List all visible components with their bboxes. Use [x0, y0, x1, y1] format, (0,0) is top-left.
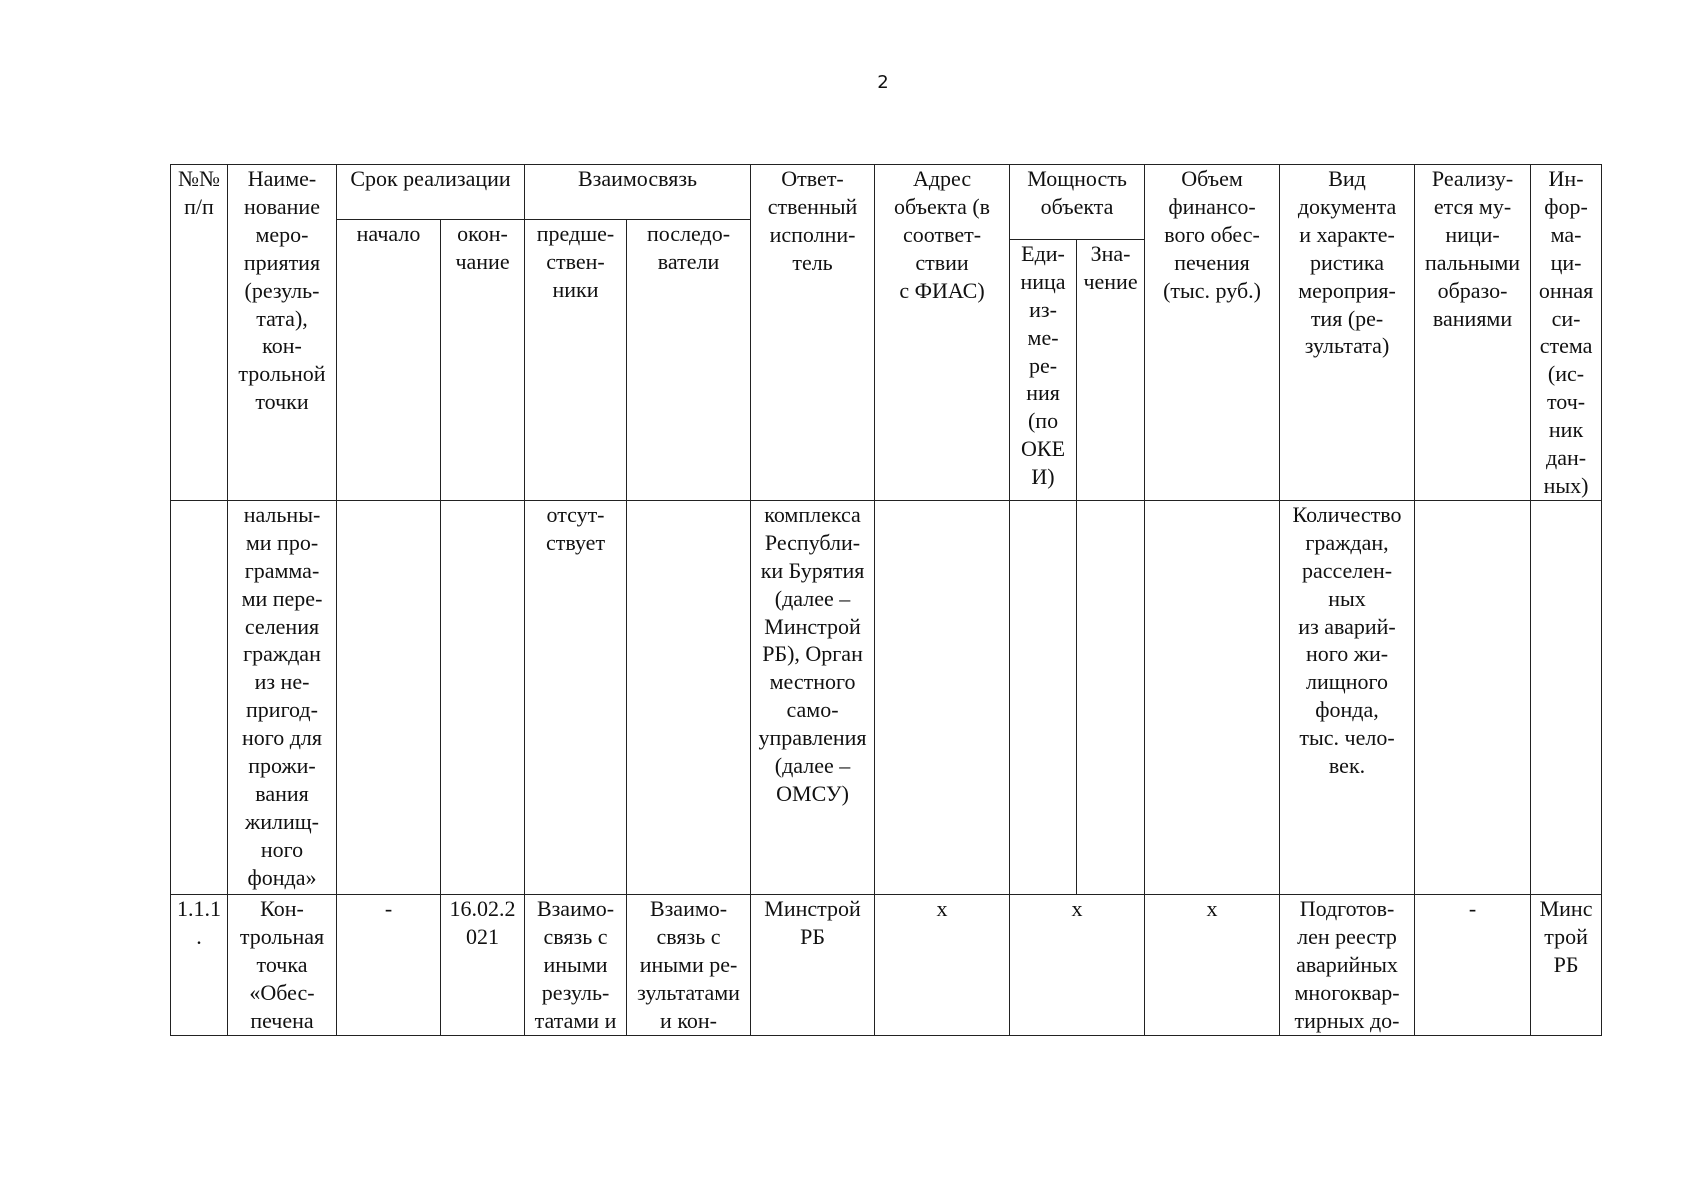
cell-financing: x [1145, 894, 1280, 1035]
cell-next [627, 500, 751, 894]
cell-address [875, 500, 1010, 894]
header-financing: Объем финансо- вого обес- печения (тыс. руб.) [1145, 165, 1280, 501]
header-responsible: Ответ- ственный исполни- тель [751, 165, 875, 501]
header-capacity-value: Зна- чение [1077, 239, 1145, 500]
cell-info-system [1531, 500, 1602, 894]
header-info-system: Ин- фор- ма- ци- онная си- стема (ис- точ- ник дан- ных) [1531, 165, 1602, 501]
header-capacity-unit: Еди- ница из- ме- ре- ния (по ОКЕ И) [1010, 239, 1077, 500]
header-name: Наиме- нование меро- приятия (резуль- тата), кон- трольной точки [228, 165, 337, 501]
header-municipal: Реализу- ется му- ници- пальными образо- ваниями [1415, 165, 1531, 501]
cell-name: Кон- трольная точка «Обес- печена [228, 894, 337, 1035]
header-link-prev: предше- ствен- ники [525, 220, 627, 501]
cell-capacity-unit [1010, 500, 1077, 894]
cell-start: - [337, 894, 441, 1035]
header-num: №№ п/п [171, 165, 228, 501]
header-term-start: начало [337, 220, 441, 501]
header-term: Срок реализации [337, 165, 525, 220]
cell-name: нальны- ми про- грамма- ми пере- селения граждан из не- пригод- ного для прожи- вания жилищ- ного фонда» [228, 500, 337, 894]
activity-plan-table [170, 164, 1602, 1036]
cell-num [171, 500, 228, 894]
cell-info-system: Минс трой РБ [1531, 894, 1602, 1035]
header-link: Взаимосвязь [525, 165, 751, 220]
cell-municipal: - [1415, 894, 1531, 1035]
cell-end: 16.02.2 021 [441, 894, 525, 1035]
cell-prev: Взаимо- связь с иными резуль- татами и [525, 894, 627, 1035]
cell-num: 1.1.1 . [171, 894, 228, 1035]
header-address: Адрес объекта (в соответ- ствии с ФИАС) [875, 165, 1010, 501]
cell-address: x [875, 894, 1010, 1035]
cell-next: Взаимо- связь с иными ре- зультатами и кон- [627, 894, 751, 1035]
cell-capacity-value [1077, 500, 1145, 894]
cell-doc-type: Количество граждан, расселен- ных из аварий- ного жи- лищного фонда, тыс. чело- век. [1280, 500, 1415, 894]
header-term-end: окон- чание [441, 220, 525, 501]
header-row-1 [171, 165, 1602, 220]
cell-responsible: комплекса Республи- ки Бурятия (далее – Минстрой РБ), Орган местного само- управления (далее – ОМСУ) [751, 500, 875, 894]
cell-end [441, 500, 525, 894]
cell-financing [1145, 500, 1280, 894]
header-capacity: Мощность объекта [1010, 165, 1145, 240]
cell-prev: отсут- ствует [525, 500, 627, 894]
page-number: 2 [877, 72, 889, 93]
cell-doc-type: Подготов- лен реестр аварийных многоквар- тирных до- [1280, 894, 1415, 1035]
header-doc-type: Вид документа и характе- ристика мероприя- тия (ре- зультата) [1280, 165, 1415, 501]
table-row [171, 894, 1602, 1035]
cell-capacity: x [1010, 894, 1145, 1035]
cell-municipal [1415, 500, 1531, 894]
table-row [171, 500, 1602, 894]
cell-start [337, 500, 441, 894]
cell-responsible: Минстрой РБ [751, 894, 875, 1035]
header-link-next: последо- ватели [627, 220, 751, 501]
